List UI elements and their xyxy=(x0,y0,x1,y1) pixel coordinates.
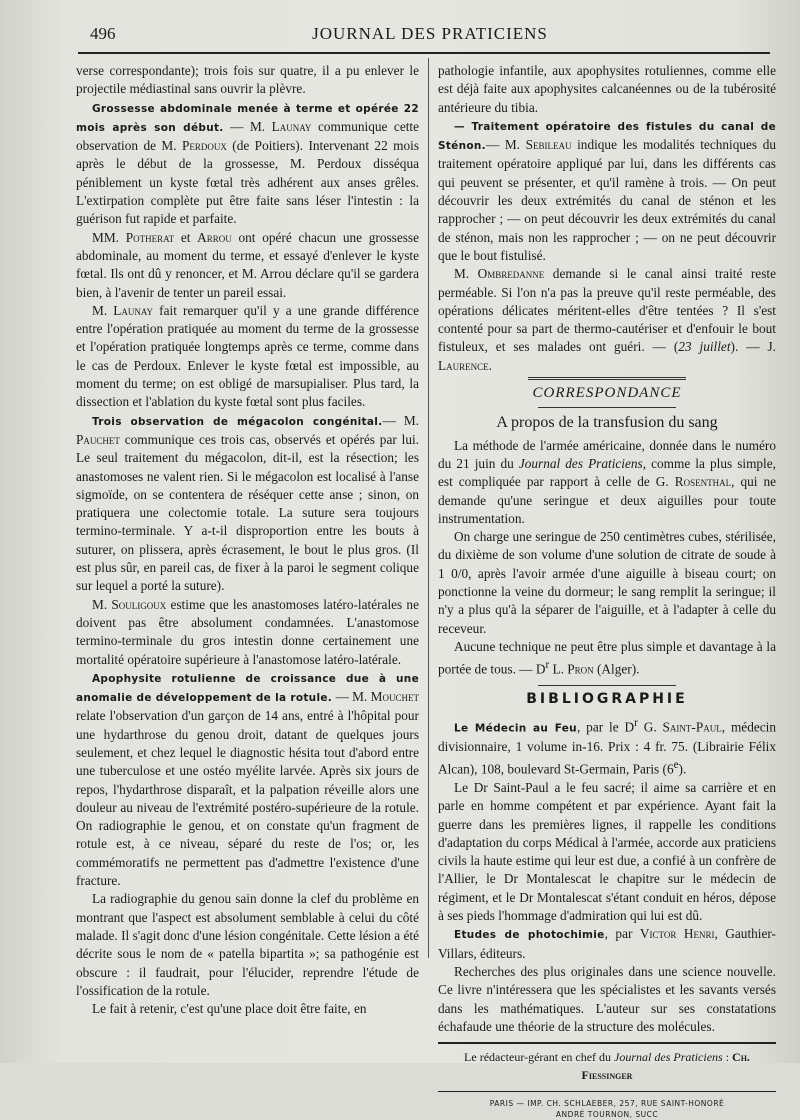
text: ). xyxy=(678,761,687,777)
section-title-correspondance: CORRESPONDANCE xyxy=(532,385,682,402)
text: M. xyxy=(454,266,478,282)
author-name: Laurence xyxy=(438,357,489,373)
text: — M. xyxy=(485,137,526,153)
editor-name: Ch. Fiessinger xyxy=(581,1050,750,1083)
text: , par le D xyxy=(576,719,635,735)
paragraph-stenon xyxy=(438,117,776,265)
journal-name: Journal des Praticiens xyxy=(614,1050,723,1065)
section-rule xyxy=(528,377,686,380)
page-header xyxy=(90,22,770,48)
superscript: e xyxy=(673,759,679,772)
text: , comme la plus simple, est compliquée par rapport à celle de G. xyxy=(438,455,776,490)
text: — M. xyxy=(382,412,419,428)
paragraph-souligoux xyxy=(76,596,419,669)
text: , médecin divisionnaire, 1 volume in-16. Prix : 4 fr. 75. (Librairie Félix Alcan), 108, boulevard St-Germain, Paris (6 xyxy=(438,719,776,777)
journal-title: JOURNAL DES PRATICIENS xyxy=(312,24,548,43)
text: , qui ne demande qu'une seringue et deux aiguilles pour toute instrumentation. xyxy=(438,474,776,526)
run-in-heading: Trois observation de mégacolon congénital. xyxy=(92,415,383,428)
author-name: Launay xyxy=(113,302,154,318)
header-rule xyxy=(78,52,770,54)
text: ). — J. xyxy=(730,339,776,355)
paragraph-potherat-arrou xyxy=(76,229,419,302)
editor-line xyxy=(438,1048,776,1085)
section-title-bibliographie: BIBLIOGRAPHIE xyxy=(526,690,688,707)
author-name: Pauchet xyxy=(76,431,120,447)
article-title: A propos de la transfusion du sang xyxy=(496,414,718,432)
text: (de Poitiers). Intervenant 22 mois après le début de la grossesse, M. Perdoux disséqua péniblement un kyste fœtal très adhérent aux anses grêles. L'extirpation complète put être faite sans léser l'intestin : la guérison fut rapide et parfaite. xyxy=(76,138,419,227)
author-name: Sebileau xyxy=(525,137,572,153)
text: ont opéré chacun une grossesse abdominale, au moment du terme, et essayé d'enlever le kyste fœtal. Ils ont dû y renoncer, et M. Arrou déclare qu'il se gardera bien, à l'avenir de tenter un pareil essai. xyxy=(76,229,420,300)
run-in-heading: — Traitement opératoire des fistules du canal de Sténon. xyxy=(438,120,776,153)
author-name: Victor Henri xyxy=(639,926,715,942)
author-name: Ombredanne xyxy=(477,266,545,282)
column-divider xyxy=(428,58,429,958)
author-name: Potherat xyxy=(125,229,175,245)
paragraph-ombredanne xyxy=(438,265,776,375)
author-name: Arrou xyxy=(197,229,232,245)
paragraph-megacolon xyxy=(76,412,419,596)
author-name: Launay xyxy=(271,118,312,134)
text: relate l'observation d'un garçon de 14 ans, entré à l'hôpital pour une hydarthrose du genou droit, datant de quelques jours seulement, et chez lequel le diagnostic hésita tout d'abord entre une tuberculose et une ostéo myélite larvée. Après six jours de repos, l'hydarthrose disparaît, et la palpation réveille alors une douleur au niveau de l'extrémité postéro-supérieure de la rotule. On radiographie le genou, et on constate qu'un fragment de rotule est, à ce niveau, séparé du reste de l'os; or, les commémoratifs ne permettent pas d'admettre l'existence d'une fracture. xyxy=(76,708,419,889)
footer-rule xyxy=(438,1091,776,1092)
text: La méthode de l'armée américaine, donnée dans le numéro du 21 juin du xyxy=(438,437,776,471)
text: . xyxy=(488,357,492,373)
text: M. xyxy=(92,302,114,318)
paragraph-apophysite xyxy=(76,669,419,891)
paragraph-radiographie: La radiographie du genou sain donne la clef du problème en montrant que l'aspect est absolument semblable à celui du côté malade. Il s'agit donc d'une lésion congénitale. Cette lésion a été décrite sous le nom de « patella bipartita »; sa pathogénie est obscure : il faudrait, pour l'élucider, reprendre l'étude de l'ossification de la rotule. xyxy=(76,891,419,998)
text: : xyxy=(722,1050,733,1065)
paragraph-continuation: verse correspondante); trois fois sur quatre, il a pu enlever le projectile médiastinal sans ouvrir la plèvre. xyxy=(76,63,419,97)
superscript: r xyxy=(634,717,638,730)
paragraph-transfusion-3 xyxy=(438,638,776,679)
text: fait remarquer qu'il y a une grande différence entre l'opération pratiquée au moment du terme de la grossesse et l'opération pratiquée longtemps après ce terme, comme dans le cas de Perdoux. Enlever le kyste fœtal est impossible, au moment du terme; on est obligé de marsupialiser. Plus tard, la dissection et l'ablation du kyste fœtal sont plus faciles. xyxy=(76,302,419,410)
biblio-entry-medecin-au-feu xyxy=(438,714,776,779)
date: 23 juillet xyxy=(678,339,731,355)
paragraph-transfusion-1 xyxy=(438,437,776,528)
paragraph-launay xyxy=(76,302,419,412)
text: Le rédacteur-gérant en chef du xyxy=(464,1050,615,1065)
text: communique cette observation de M. xyxy=(76,118,420,154)
section-rule xyxy=(538,407,676,408)
text: MM. xyxy=(92,229,126,245)
text: et xyxy=(174,229,198,245)
book-title: Le Médecin au Feu xyxy=(454,722,577,735)
biblio-entry-photochimie xyxy=(438,925,776,963)
book-title: Etudes de photochimie xyxy=(454,929,605,942)
text: estime que les anastomoses latéro-latérales ne doivent pas être absolument condamnées. L'anastomose termino-terminale du gros intestin donne certainement une mortalité opératoire supérieure à l'anastomose latéro-latérale. xyxy=(76,596,419,667)
run-in-heading: Grossesse abdominale menée à terme et opérée 22 mois après son début. xyxy=(76,102,419,134)
author-name: Souligoux xyxy=(111,596,167,612)
text: communique ces trois cas, observés et opérés par lui. Le seul traitement du mégacolon, dit-il, est la résection; les anastomoses ne valent rien. Si le mégacolon est localisé à l'anse sigmoïde, on se contentera de réséquer cette anse ; sinon, on pratiquera une colectomie totale. La suture sera toujours termino-terminale. Y a-t-il disproportion entre les bouts à suturer, on plissera, après écrasement, le bout le plus gros. (Il est plus sûr, en pareil cas, de fixer à la paroi le segment colique sur lequel a porté la suture). xyxy=(76,431,419,594)
author-name: Mouchet xyxy=(370,689,419,705)
text: demande si le canal ainsi traité reste perméable. Si l'on n'a pas la preuve qu'il reste perméable, des opérations délicates méritent-elles d'être tentées ? Il s'est contenté pour sa part de thermo-cautériser et d'enfouir le bout fistuleux, et ses malades ont guéri. — ( xyxy=(438,266,776,355)
printer-line: PARIS — IMP. CH. SCHLAEBER, 257, RUE SAINT-HONORÉ xyxy=(489,1098,725,1108)
text: — M. xyxy=(223,118,272,134)
author-name: G. Saint-Paul xyxy=(643,719,722,735)
biblio-review-photochimie: Recherches des plus originales dans une science nouvelle. Ce livre n'intéressera que les spécialistes et les savants versés dans les mathématiques. L'auteur sur ses constatations échafaude une théorie de la structure des molécules. xyxy=(438,963,776,1034)
journal-name: Journal des Praticiens xyxy=(518,455,643,471)
text: — M. xyxy=(332,689,371,705)
paragraph-grossesse xyxy=(76,99,419,229)
paragraph-transfusion-2: On charge une seringue de 250 centimètres cubes, stérilisée, du dixième de son volume d'une solution de citrate de soude à 1 0/0, après l'avoir armée d'une aiguille à biseau court; on ponctionne la veine du dormeur; le sang remplit la seringue; il n'y a plus qu'à la séparer de l'aiguille, et à l'adapter à celle du receveur. xyxy=(438,529,776,636)
text: M. xyxy=(92,596,112,612)
superscript: r xyxy=(545,659,550,672)
biblio-review-medecin-au-feu: Le Dr Saint-Paul a le feu sacré; il aime sa carrière et en parle en homme compétent et par expérience. Ayant fait la guerre dans les premières lignes, il rappelle les conditions d'adaptation du corps Médical à l'armée, accorde aux praticiens civils la haute estime qui leur est due, a confié à un confrère de l'Allier, le Dr Montalescat le chapitre sur le médecin de régiment, et le Dr Montalescat s'étant conduit en héros, dépose à ses pieds l'hommage d'admiration qui lui est dû. xyxy=(438,779,776,924)
run-in-heading: Apophysite rotulienne de croissance due à une anomalie de développement de la rotule. xyxy=(76,672,419,705)
section-rule xyxy=(538,685,676,686)
left-column xyxy=(76,62,419,1018)
right-column xyxy=(438,62,776,1120)
paragraph-fait: Le fait à retenir, c'est qu'une place doit être faite, en xyxy=(92,1001,367,1017)
footer-rule xyxy=(438,1042,776,1044)
printer-imprint xyxy=(438,1098,776,1120)
text: (Alger). xyxy=(593,661,640,677)
printer-line: ANDRÉ TOURNON, SUCC xyxy=(555,1109,659,1119)
paragraph-continuation: pathologie infantile, aux apophysites rotuliennes, comme elle est déjà faite aux apophysites calcanéennes ou de la tubérosité antérieure du tibia. xyxy=(438,63,776,115)
page-number: 496 xyxy=(90,24,116,43)
text: , par xyxy=(604,926,640,942)
author-name: Perdoux xyxy=(181,138,227,154)
text: Aucune technique ne peut être plus simple et davantage à la portée de tous. — D xyxy=(438,638,776,677)
author-name: Rosenthal xyxy=(674,474,732,490)
text: indique les modalités techniques du traitement opératoire appliqué par lui, dans les différents cas qui peuvent se présenter, et qu'il ramène à trois. — On peut découvrir les deux extrémités du canal de sténon et les rapprocher ; — on peut découvrir les deux extrémités du canal de sténon, mais non les rapprocher ; — on ne peut découvrir que le bout fistulisé. xyxy=(438,137,776,263)
text: , Gauthier-Villars, éditeurs. xyxy=(438,926,776,961)
author-name: L. Pron xyxy=(552,661,594,677)
